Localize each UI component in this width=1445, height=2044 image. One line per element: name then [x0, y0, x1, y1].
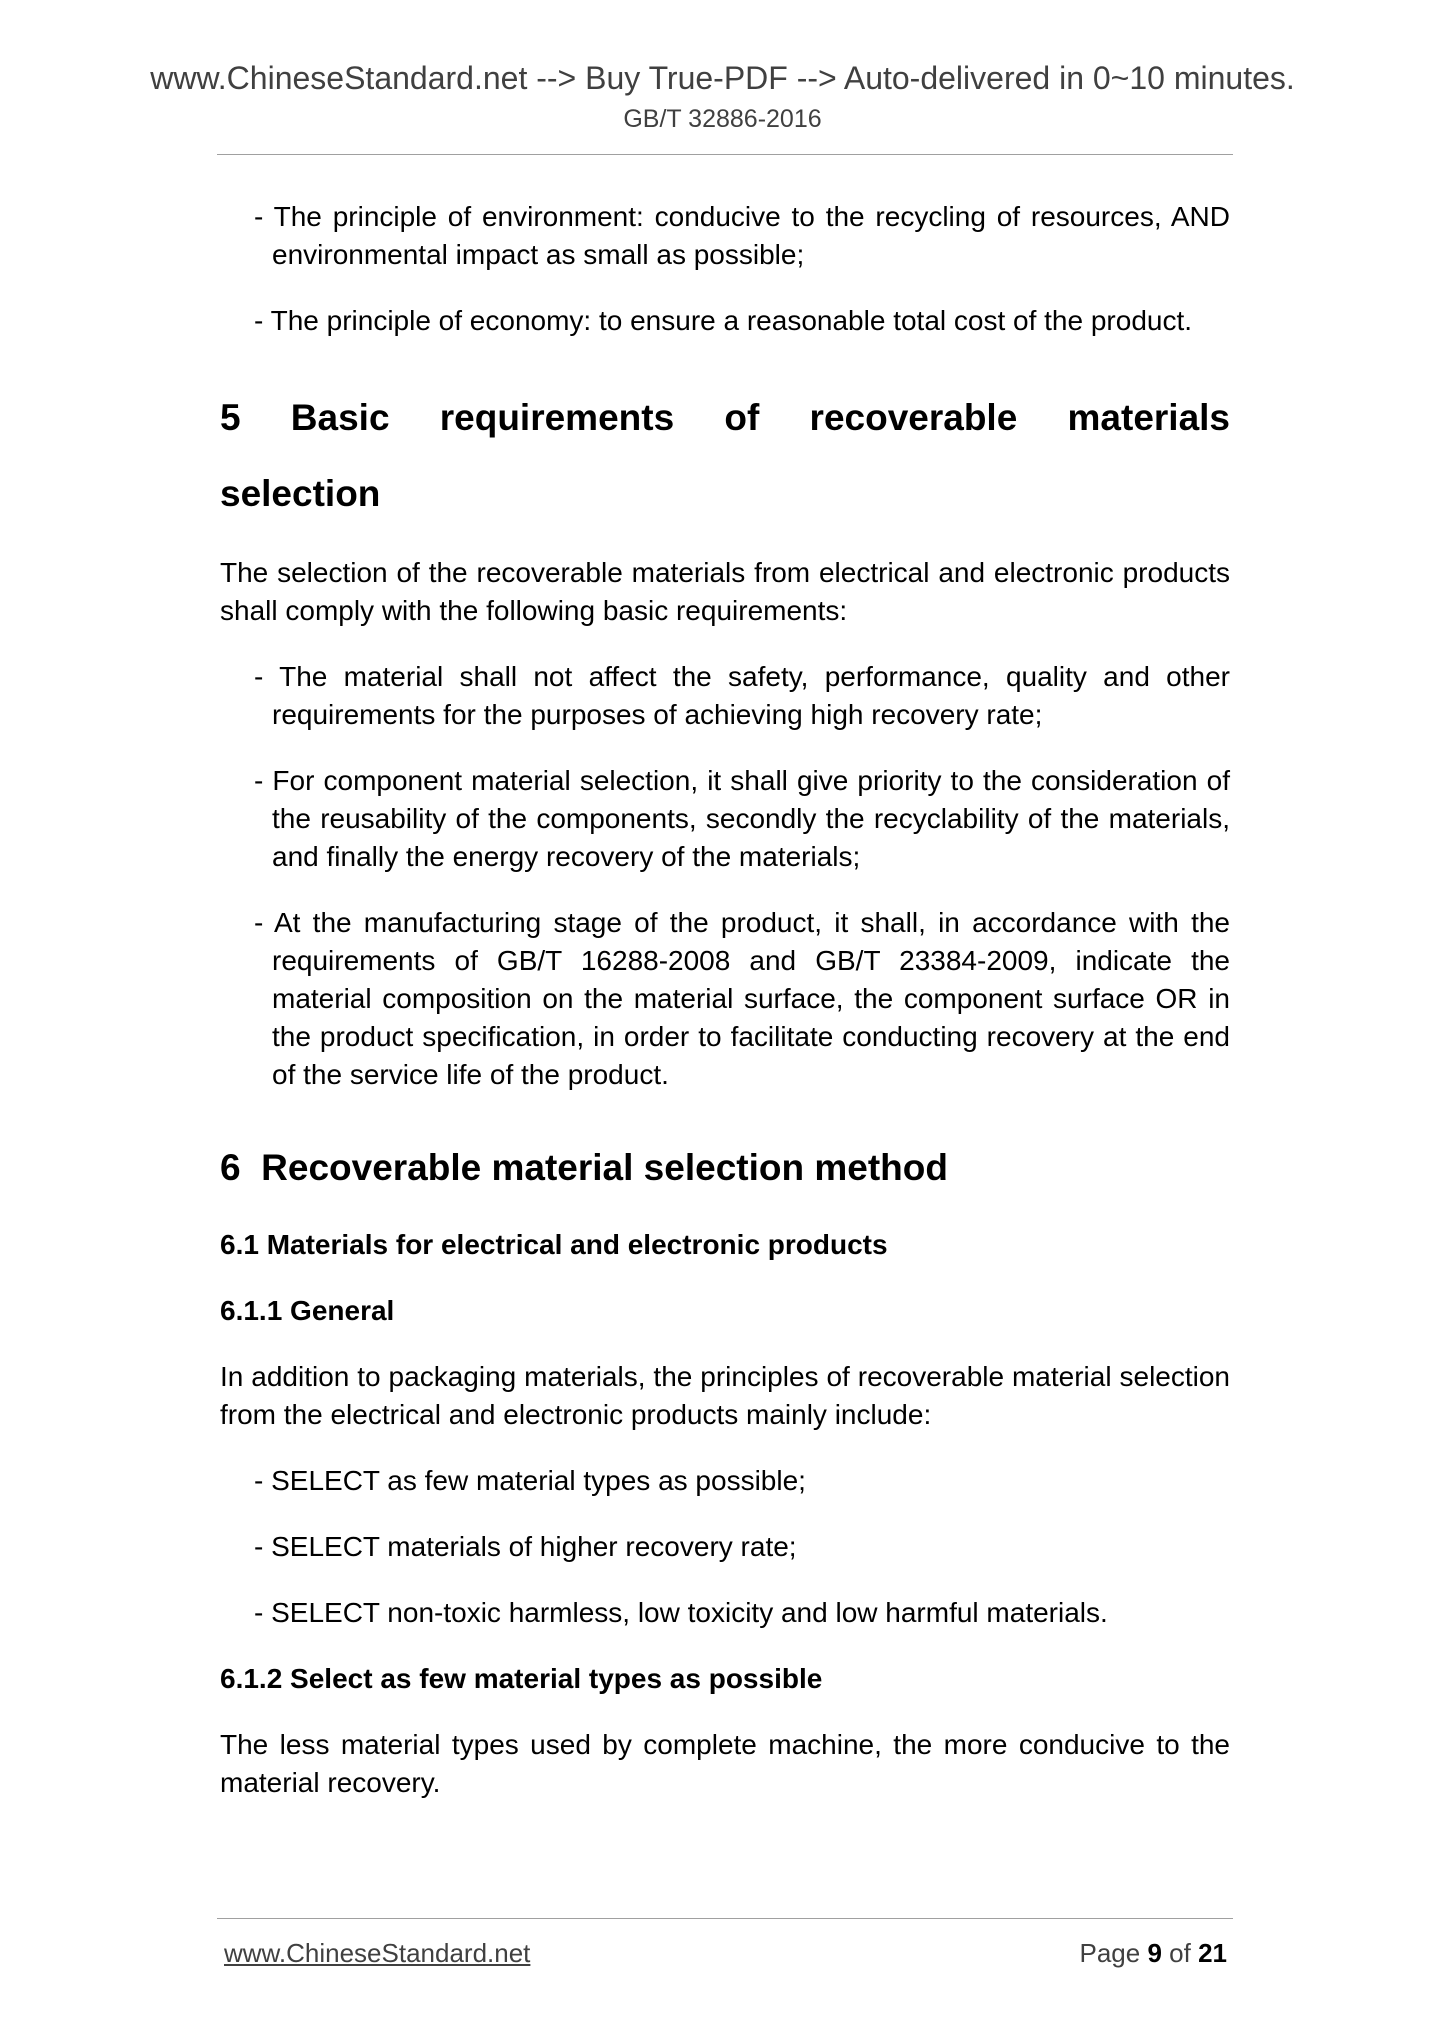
section-5-word-1: Basic [290, 397, 390, 438]
general-bullet-1: - SELECT as few material types as possible; [254, 1465, 806, 1496]
section-6-title: Recoverable material selection method [261, 1147, 948, 1188]
section-5-bullet-1: - The material shall not affect the safety, performance, quality and other requirements for the purposes of achieving high recovery rate; [254, 661, 1230, 730]
section-5-word-2: requirements [439, 397, 675, 438]
header-divider [217, 154, 1233, 155]
page-prefix: Page [1079, 1938, 1141, 1968]
footer-website-link[interactable]: www.ChineseStandard.net [224, 1938, 531, 1968]
intro-bullet-environment: - The principle of environment: conducive to the recycling of resources, AND environmental impact as small as possible; [254, 201, 1230, 270]
section-5-bullet-2: - For component material selection, it shall give priority to the consideration of the reusability of the components, secondly the recyclability of the materials, and finally the energy recovery of the materials; [254, 765, 1230, 872]
section-5-heading-line1 [220, 380, 1230, 456]
subsection-6-1-heading: 6.1 Materials for electrical and electronic products [220, 1229, 888, 1260]
section-5-heading-line2: selection [220, 473, 381, 514]
section-6-heading [220, 1130, 1230, 1206]
section-5-word-4: recoverable [809, 397, 1018, 438]
page-of: of [1169, 1938, 1191, 1968]
section-5-heading [220, 380, 1230, 532]
section-5-word-3: of [724, 397, 760, 438]
section-5-intro: The selection of the recoverable materials from electrical and electronic products shall comply with the following basic requirements: [220, 557, 1230, 626]
footer-divider [217, 1918, 1233, 1919]
general-bullet-3: - SELECT non-toxic harmless, low toxicity and low harmful materials. [254, 1597, 1108, 1628]
section-5-word-5: materials [1067, 397, 1231, 438]
header-banner: www.ChineseStandard.net --> Buy True-PDF --> Auto-delivered in 0~10 minutes. [150, 60, 1295, 96]
page-total: 21 [1198, 1938, 1227, 1968]
page-current: 9 [1147, 1938, 1162, 1968]
section-5-bullet-3: - At the manufacturing stage of the product, it shall, in accordance with the requirements of GB/T 16288-2008 and GB/T 23384-2009, indicate the material composition on the material surface, the component surface OR in the product specification, in order to facilitate conducting recovery at the end of the service life of the product. [254, 907, 1230, 1090]
subsection-6-1-1-heading: 6.1.1 General [220, 1295, 395, 1326]
intro-bullet-economy: - The principle of economy: to ensure a reasonable total cost of the product. [254, 305, 1193, 336]
footer-page-number [1079, 1936, 1227, 1970]
standard-id: GB/T 32886-2016 [623, 105, 822, 133]
section-6-number: 6 [220, 1147, 241, 1188]
subsection-6-1-2-heading: 6.1.2 Select as few material types as possible [220, 1663, 823, 1694]
general-bullet-2: - SELECT materials of higher recovery rate; [254, 1531, 797, 1562]
page-content [220, 198, 1230, 1802]
para-6-1-2: The less material types used by complete machine, the more conducive to the material recovery. [220, 1729, 1230, 1798]
section-5-number: 5 [220, 397, 241, 438]
general-intro: In addition to packaging materials, the principles of recoverable material selection from the electrical and electronic products mainly include: [220, 1361, 1230, 1430]
